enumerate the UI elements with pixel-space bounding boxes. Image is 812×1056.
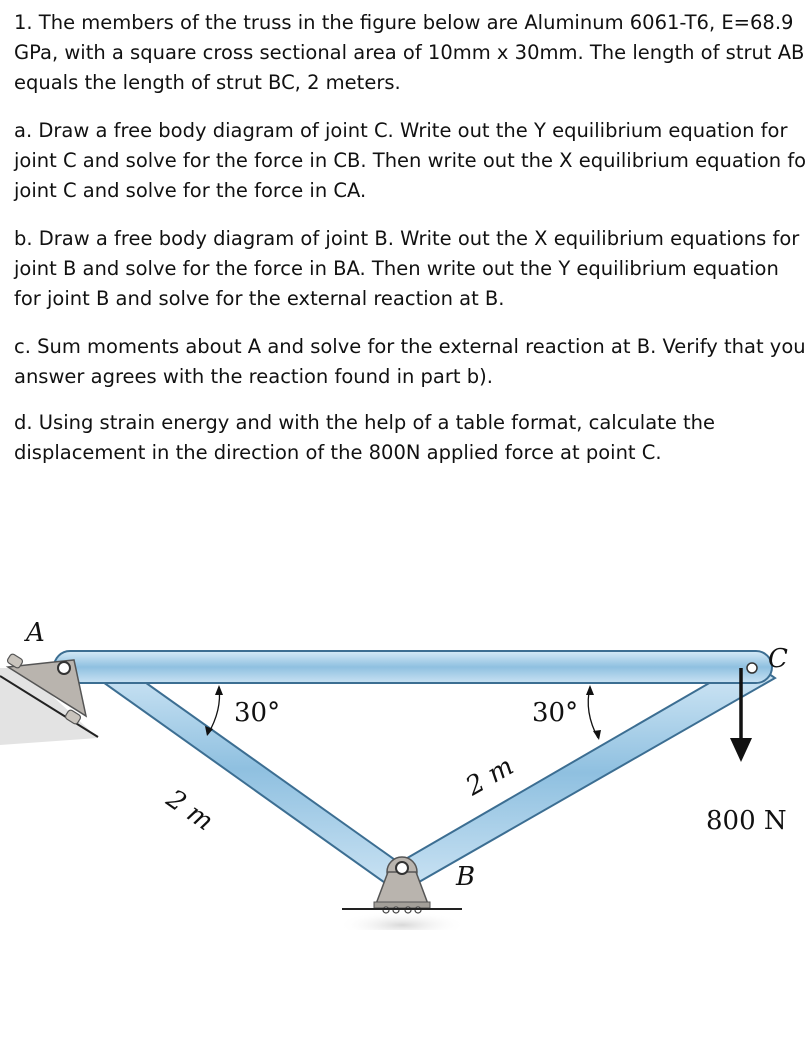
- problem-intro: [14, 8, 804, 98]
- intro-line-3: equals the length of strut BC, 2 meters.: [14, 71, 401, 94]
- label-a: A: [26, 618, 45, 648]
- part-c-text: [14, 332, 806, 392]
- ground-shadow-b: [338, 911, 466, 930]
- part-b-text: [14, 224, 799, 314]
- truss-figure: [0, 600, 812, 930]
- intro-line-1: 1. The members of the truss in the figure below are Aluminum 6061-T6, E=68.9: [14, 11, 794, 34]
- angle-label-right: 30°: [532, 698, 579, 728]
- part-d-line-2: displacement in the direction of the 800N applied force at point C.: [14, 441, 662, 464]
- pin-c: [747, 663, 757, 673]
- angle-arc-left: [205, 685, 223, 736]
- part-a-line-1: a. Draw a free body diagram of joint C. Write out the Y equilibrium equation for: [14, 119, 788, 142]
- intro-line-2: GPa, with a square cross sectional area of 10mm x 30mm. The length of strut AB: [14, 41, 805, 64]
- part-c-line-1: c. Sum moments about A and solve for the external reaction at B. Verify that you: [14, 335, 806, 358]
- part-d-line-1: d. Using strain energy and with the help of a table format, calculate the: [14, 411, 716, 434]
- force-label: 800 N: [706, 806, 787, 836]
- truss-diagram: [0, 600, 812, 930]
- length-label-bc: 2 m: [461, 751, 519, 802]
- length-label-ab: 2 m: [160, 784, 219, 837]
- member-bc: [390, 660, 775, 886]
- part-b-line-1: b. Draw a free body diagram of joint B. Write out the X equilibrium equations for: [14, 227, 800, 250]
- member-ab: [72, 653, 412, 885]
- part-a-line-2: joint C and solve for the force in CB. Then write out the X equilibrium equation fo: [14, 149, 807, 172]
- angle-label-left: 30°: [234, 698, 281, 728]
- angle-arc-right: [586, 685, 601, 740]
- member-ac: [54, 651, 772, 683]
- label-b: B: [456, 862, 476, 892]
- part-a-line-3: joint C and solve for the force in CA.: [14, 179, 367, 202]
- part-a-text: [14, 116, 806, 206]
- part-c-line-2: answer agrees with the reaction found in part b).: [14, 365, 493, 388]
- part-b-line-3: for joint B and solve for the external reaction at B.: [14, 287, 505, 310]
- label-c: C: [768, 644, 788, 674]
- part-d-text: [14, 408, 715, 468]
- part-b-line-2: joint B and solve for the force in BA. Then write out the Y equilibrium equation: [14, 257, 779, 280]
